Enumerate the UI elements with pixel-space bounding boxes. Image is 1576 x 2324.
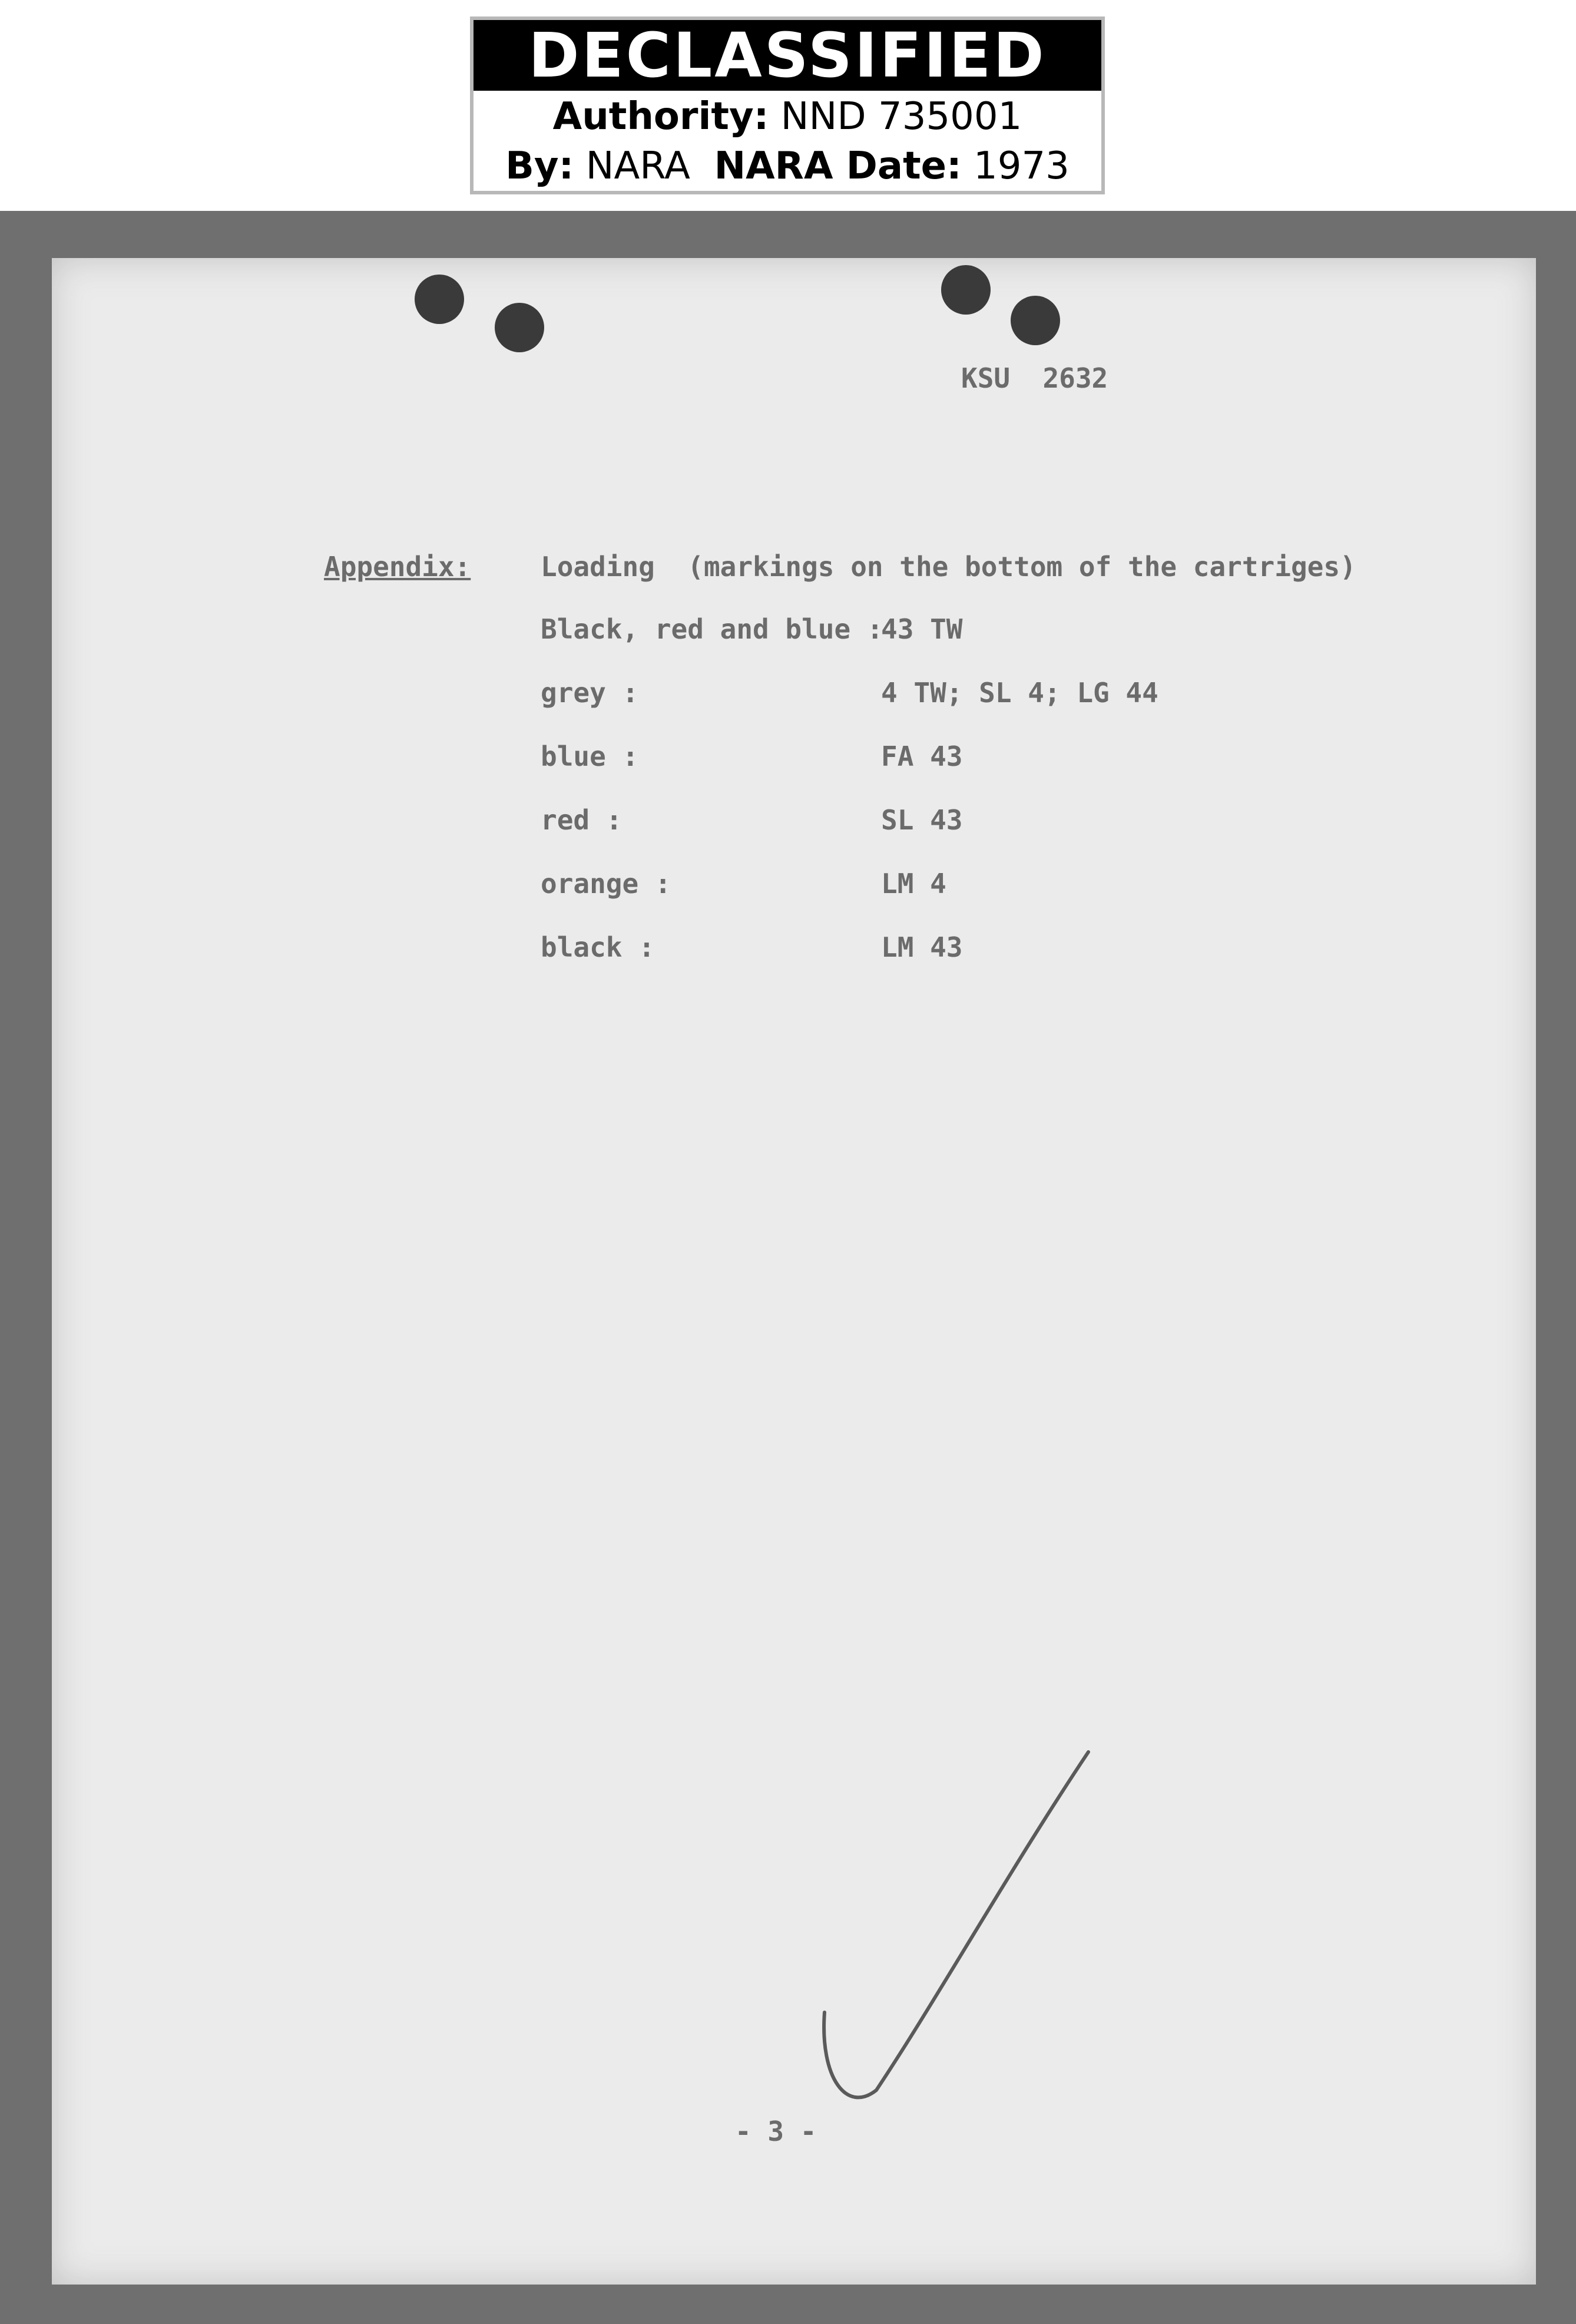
stamp-authority-line bbox=[474, 93, 1101, 140]
paper-sheet bbox=[52, 258, 1536, 2285]
declassified-stamp bbox=[470, 16, 1105, 194]
marking-label: orange : bbox=[541, 868, 671, 900]
marking-label: red : bbox=[541, 804, 623, 836]
stamp-authority-value: NND 735001 bbox=[780, 95, 1022, 138]
punch-hole bbox=[1011, 296, 1060, 345]
checkmark-icon bbox=[759, 1748, 1112, 2114]
stamp-date-value: 1973 bbox=[974, 144, 1070, 188]
appendix-label: Appendix: bbox=[324, 551, 471, 583]
marking-label: Black, red and blue : bbox=[541, 613, 883, 645]
marking-value: LM 4 bbox=[881, 868, 946, 900]
marking-value: 4 TW; SL 4; LG 44 bbox=[881, 677, 1158, 709]
stamp-authority-label: Authority: bbox=[552, 95, 769, 138]
document-reference: KSU 2632 bbox=[961, 362, 1108, 394]
page-number: - 3 - bbox=[735, 2115, 817, 2147]
scanned-page bbox=[0, 211, 1576, 2324]
marking-label: black : bbox=[541, 931, 655, 963]
stamp-banner: DECLASSIFIED bbox=[474, 20, 1101, 91]
stamp-by-label: By: bbox=[505, 144, 574, 188]
marking-label: blue : bbox=[541, 740, 639, 772]
punch-hole bbox=[495, 303, 544, 352]
marking-value: LM 43 bbox=[881, 931, 963, 963]
punch-hole bbox=[415, 275, 464, 324]
marking-value: 43 TW bbox=[881, 613, 963, 645]
stamp-by-line bbox=[474, 143, 1101, 190]
punch-hole bbox=[941, 265, 991, 315]
marking-value: SL 43 bbox=[881, 804, 963, 836]
marking-label: grey : bbox=[541, 677, 639, 709]
stamp-by-value: NARA bbox=[585, 144, 690, 188]
appendix-title: Loading (markings on the bottom of the cartriges) bbox=[541, 551, 1356, 583]
stamp-date-label: NARA Date: bbox=[714, 144, 962, 188]
marking-value: FA 43 bbox=[881, 740, 963, 772]
